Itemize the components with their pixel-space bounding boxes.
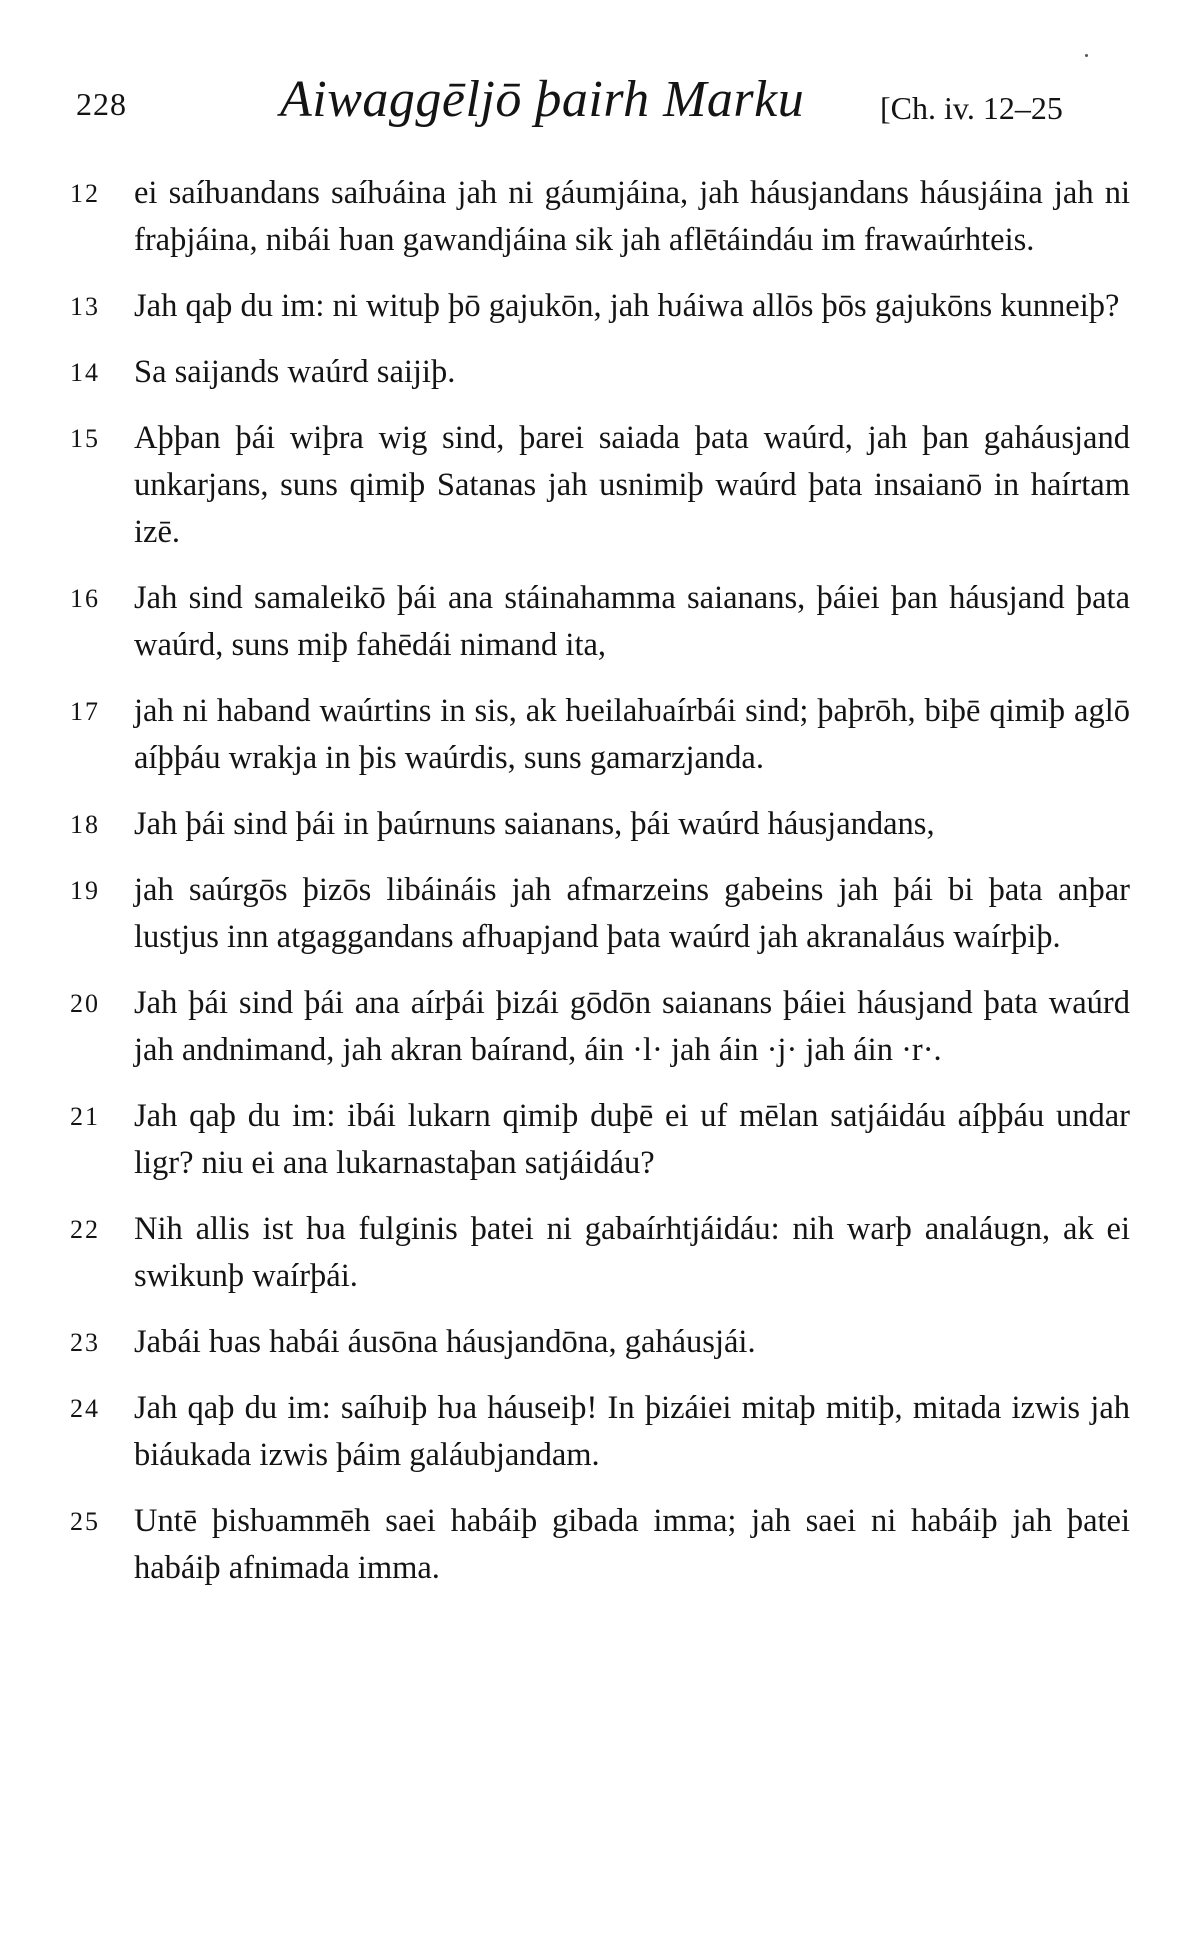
verse-22 [70,1206,1130,1300]
verse-text: Jah qaþ du im: ni wituþ þō gajukōn, jah ƕáiwa allōs þōs gajukōns kunneiþ? [134,288,1120,324]
verse-number: 24 [70,1394,100,1423]
verse-24 [70,1385,1130,1479]
verse-text: jah ni haband waúrtins in sis, ak ƕeilaƕaírbái sind; þaþrōh, biþē qimiþ aglō aíþþáu wrakja in þis waúrdis, suns gamarzjanda. [134,693,1130,776]
verse-text: Jah þái sind þái in þaúrnuns saianans, þái waúrd háusjandans, [134,806,935,842]
verse-number: 20 [70,989,100,1018]
running-title: Aiwaggēljō þairh Marku [280,71,805,128]
verse-15 [70,415,1130,556]
verse-number: 15 [70,424,100,453]
verse-text: ei saíƕandans saíƕáina jah ni gáumjáina, jah háusjandans háusjáina jah ni fraþjáina, nibái ƕan gawandjáina sik jah aflētáindáu im frawaúrhteis. [134,175,1130,258]
verse-21 [70,1093,1130,1187]
verse-text: Jah qaþ du im: saíƕiþ ƕa háuseiþ! In þizáiei mitaþ mitiþ, mitada izwis jah biáukada izwis þáim galáubjandam. [134,1390,1130,1473]
verse-number: 19 [70,876,100,905]
page-header [70,70,1130,150]
verse-20 [70,980,1130,1074]
verse-text: Untē þisƕammēh saei habáiþ gibada imma; jah saei ni habáiþ jah þatei habáiþ afnimada imma. [134,1503,1130,1586]
verse-list [70,170,1130,1611]
verse-text: jah saúrgōs þizōs libáináis jah afmarzeins gabeins jah þái bi þata anþar lustjus inn atgaggandans afƕapjand þata waúrd jah akranaláus waírþiþ. [134,872,1130,955]
verse-13 [70,283,1130,330]
verse-number: 22 [70,1215,100,1244]
verse-text: Aþþan þái wiþra wig sind, þarei saiada þata waúrd, jah þan gaháusjand unkarjans, suns qimiþ Satanas jah usnimiþ waúrd þata insaianō in haírtam izē. [134,420,1130,550]
verse-number: 23 [70,1328,100,1357]
verse-16 [70,575,1130,669]
verse-25 [70,1498,1130,1592]
verse-text: Jabái ƕas habái áusōna háusjandōna, gaháusjái. [134,1324,756,1360]
verse-text: Jah qaþ du im: ibái lukarn qimiþ duþē ei uf mēlan satjáidáu aíþþáu undar ligr? niu ei ana lukarnastaþan satjáidáu? [134,1098,1130,1181]
verse-14 [70,349,1130,396]
verse-23 [70,1319,1130,1366]
verse-text: Nih allis ist ƕa fulginis þatei ni gabaírhtjáidáu: nih warþ analáugn, ak ei swikunþ waírþái. [134,1211,1130,1294]
page-number: 228 [76,86,127,122]
verse-text: Sa saijands waúrd saijiþ. [134,354,456,390]
verse-text: Jah sind samaleikō þái ana stáinahamma saianans, þáiei þan háusjand þata waúrd, suns miþ fahēdái nimand ita, [134,580,1130,663]
page-speck [1085,54,1088,57]
verse-19 [70,867,1130,961]
verse-number: 13 [70,292,100,321]
verse-number: 21 [70,1102,100,1131]
verse-number: 18 [70,810,100,839]
verse-17 [70,688,1130,782]
verse-number: 17 [70,697,100,726]
verse-text: Jah þái sind þái ana aírþái þizái gōdōn saianans þáiei háusjand þata waúrd jah andnimand, jah akran baírand, áin ·l· jah áin ·j· jah áin ·r·. [134,985,1130,1068]
verse-12 [70,170,1130,264]
verse-18 [70,801,1130,848]
verse-number: 14 [70,358,100,387]
chapter-reference: [Ch. iv. 12–25 [880,90,1063,126]
verse-number: 12 [70,179,100,208]
verse-number: 25 [70,1507,100,1536]
verse-number: 16 [70,584,100,613]
